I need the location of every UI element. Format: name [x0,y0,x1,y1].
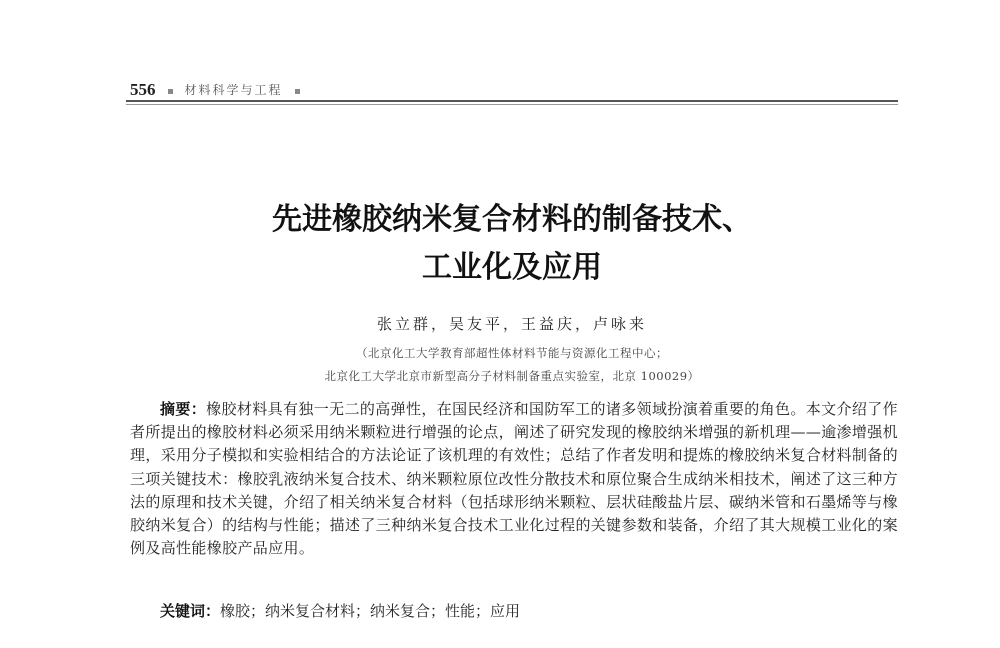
abstract-label: 摘要： [160,400,207,418]
running-header [130,70,898,100]
keywords-text: 橡胶；纳米复合材料；纳米复合；性能；应用 [220,602,521,620]
article-title [126,196,898,292]
header-rule [126,100,898,102]
header-separator-right [295,89,300,94]
abstract-text: 橡胶材料具有独一无二的高弹性，在国民经济和国防军工的诸多领域扮演着重要的角色。本文介绍了作者所提出的橡胶材料必须采用纳米颗粒进行增强的论点，阐述了研究发现的橡胶纳米增强的新机理——逾渗增强机理，采用分子模拟和实验相结合的方法论证了该机理的有效性；总结了作者发明和提炼的橡胶纳米复合材料制备的三项关键技术：橡胶乳液纳米复合技术、纳米颗粒原位改性分散技术和原位聚合生成纳米相技术，阐述了这三种方法的原理和技术关键，介绍了相关纳米复合材料（包括球形纳米颗粒、层状硅酸盐片层、碳纳米管和石墨烯等与橡胶纳米复合）的结构与性能；描述了三种纳米复合技术工业化过程的关键参数和装备，介绍了其大规模工业化的案例及高性能橡胶产品应用。 [130,400,898,558]
title-line-1: 先进橡胶纳米复合材料的制备技术、 [272,202,752,237]
header-separator [168,89,173,94]
header-rule-thin [126,104,898,105]
journal-name: 材料科学与工程 [184,83,283,97]
author-list: 张立群，吴友平，王益庆，卢咏来 [376,315,647,333]
keywords-label: 关键词： [160,602,221,620]
affiliation-line-1: （北京化工大学教育部超性体材料节能与资源化工程中心； [356,346,668,360]
abstract [130,398,898,560]
keywords [130,600,898,621]
affiliation-line-2: 北京化工大学北京市新型高分子材料制备重点实验室，北京 100029） [324,369,700,383]
page-number: 556 [130,80,156,99]
title-line-2: 工业化及应用 [422,250,602,285]
